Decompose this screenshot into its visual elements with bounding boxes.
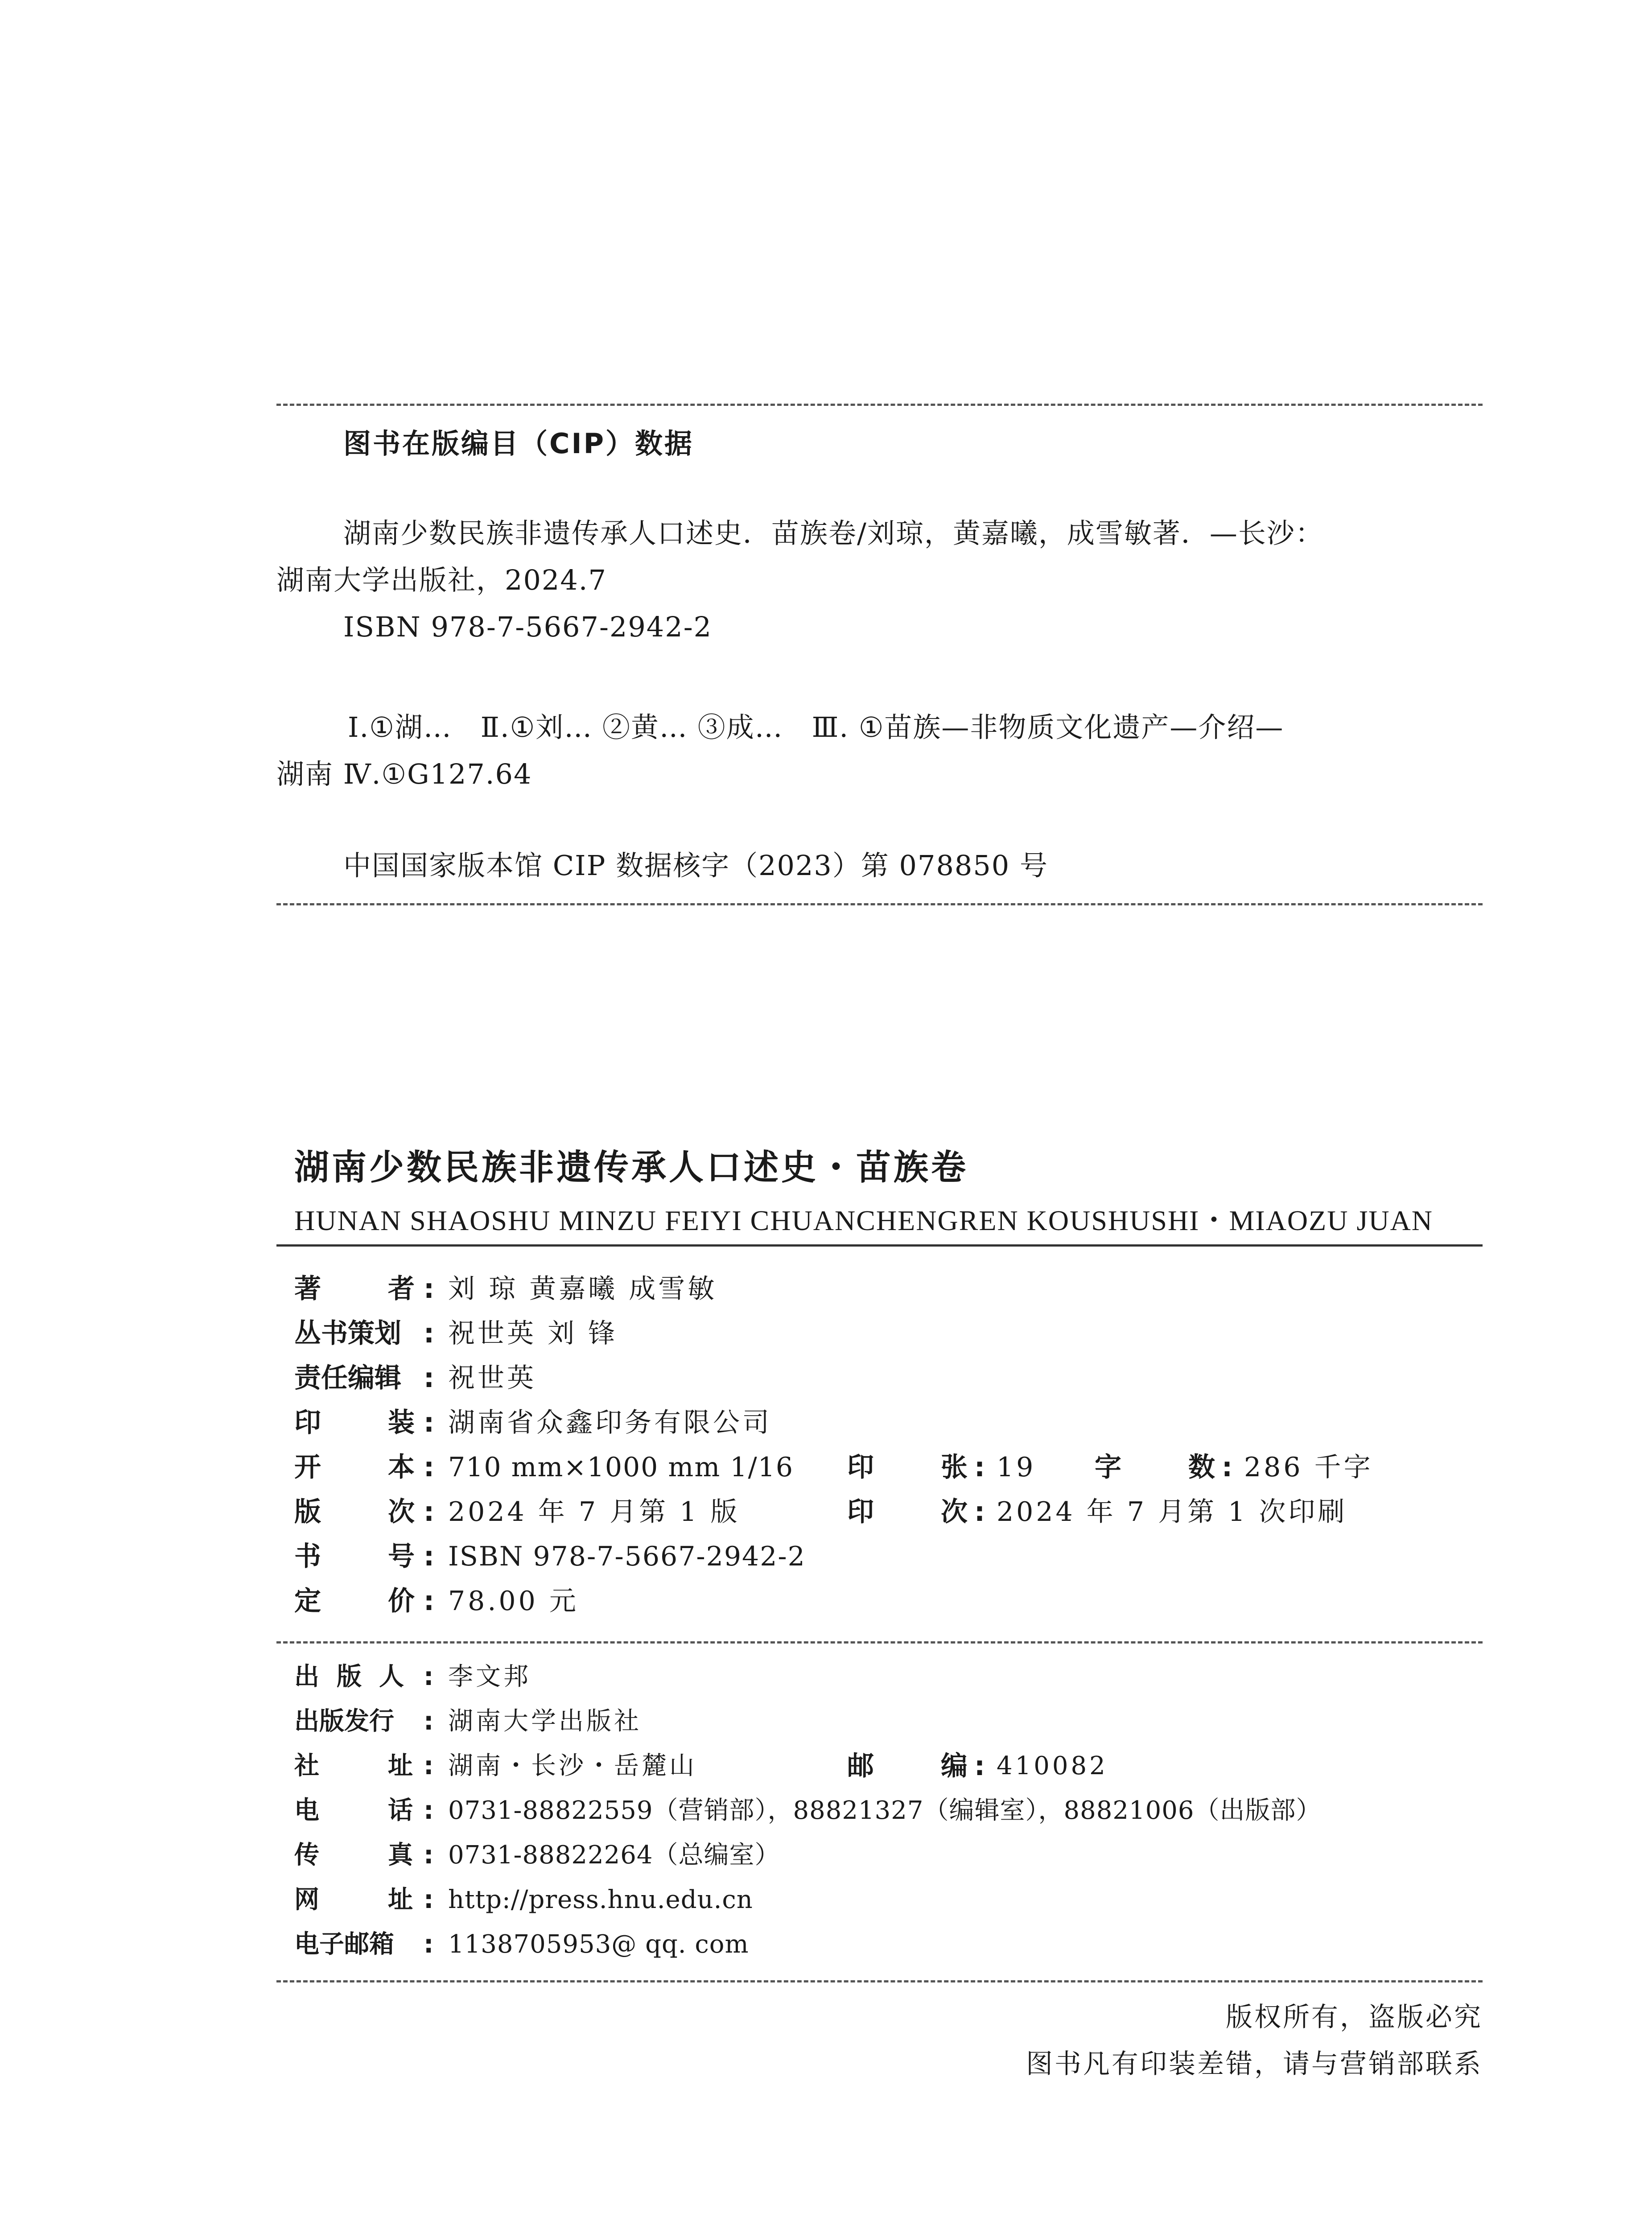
website-label: 网 址 [294, 1885, 413, 1914]
website-link[interactable]: http://press.hnu.edu.cn [448, 1885, 753, 1914]
address-value: 湖南・长沙・岳麓山 [448, 1751, 697, 1780]
cip-verification: 中国国家版本馆 CIP 数据核字（2023）第 078850 号 [343, 849, 1048, 882]
phone-value: 0731-88822559（营销部），88821327（编辑室），88821006（出版部） [448, 1796, 1322, 1825]
isbn-value: ISBN 978-7-5667-2942-2 [448, 1541, 806, 1572]
postcode-label: 邮 编 : [847, 1751, 985, 1782]
editor-value: 祝世英 [448, 1363, 536, 1394]
email-label: 电子邮箱 [294, 1930, 394, 1959]
cip-bottom-divider [276, 903, 1483, 905]
words-value: 286 千字 [1244, 1452, 1373, 1483]
words-label: 字 数 : [1095, 1452, 1232, 1483]
copyright-note: 版权所有，盗版必究 [1226, 2002, 1483, 2033]
book-title: 湖南少数民族非遗传承人口述史・苗族卷 [294, 1148, 969, 1188]
author-label: 著 者 [294, 1273, 415, 1305]
isbn-label: 书 号 [294, 1541, 415, 1572]
cip-line-2: 湖南大学出版社，2024.7 [276, 564, 607, 596]
edition-label: 版 次 [294, 1496, 415, 1528]
printer-label: 印 装 [294, 1407, 415, 1438]
distributor-value: 湖南大学出版社 [448, 1707, 642, 1736]
title-divider [276, 1244, 1483, 1247]
fax-label: 传 真 [294, 1841, 413, 1870]
planner-value: 祝世英 刘 锋 [448, 1318, 618, 1349]
editor-label: 责任编辑 [294, 1363, 401, 1394]
publisher-person-value: 李文邦 [448, 1662, 531, 1691]
planner-label: 丛书策划 [294, 1318, 401, 1349]
author-value: 刘 琼 黄嘉曦 成雪敏 [448, 1273, 717, 1305]
price-value: 78.00 元 [448, 1586, 579, 1617]
cip-classification-1: Ⅰ.①湖… Ⅱ.①刘… ②黄… ③成… Ⅲ. ①苗族—非物质文化遗产—介绍— [348, 711, 1284, 743]
publisher-divider [276, 1980, 1483, 1982]
cip-heading: 图书在版编目（CIP）数据 [343, 427, 694, 460]
printer-value: 湖南省众鑫印务有限公司 [448, 1407, 772, 1438]
cip-top-divider [276, 404, 1483, 406]
price-label: 定 价 [294, 1586, 415, 1617]
distributor-label: 出版发行 [294, 1707, 394, 1736]
edition-value: 2024 年 7 月第 1 版 [448, 1496, 740, 1528]
email-link[interactable]: 1138705953@ qq. com [448, 1930, 749, 1959]
contact-note: 图书凡有印装差错，请与营销部联系 [1026, 2048, 1483, 2080]
cip-isbn: ISBN 978-7-5667-2942-2 [343, 611, 713, 643]
postcode-value: 410082 [997, 1751, 1108, 1780]
fax-value: 0731-88822264（总编室） [448, 1841, 780, 1870]
phone-label: 电 话 [294, 1796, 413, 1825]
cip-classification-2: 湖南 Ⅳ.①G127.64 [276, 758, 532, 790]
sheets-label: 印 张 : [847, 1452, 985, 1483]
info-divider [276, 1641, 1483, 1644]
sheets-value: 19 [997, 1452, 1036, 1483]
book-title-english: HUNAN SHAOSHU MINZU FEIYI CHUANCHENGREN KOUSHUSHI・MIAOZU JUAN [294, 1205, 1433, 1236]
format-label: 开 本 [294, 1452, 415, 1483]
cip-line-1: 湖南少数民族非遗传承人口述史．苗族卷/刘琼，黄嘉曦，成雪敏著．—长沙： [343, 517, 1324, 549]
impression-value: 2024 年 7 月第 1 次印刷 [997, 1496, 1347, 1528]
publisher-person-label: 出 版 人 [294, 1662, 404, 1691]
impression-label: 印 次 : [847, 1496, 985, 1528]
address-label: 社 址 [294, 1751, 413, 1780]
format-value: 710 mm×1000 mm 1/16 [448, 1452, 794, 1483]
